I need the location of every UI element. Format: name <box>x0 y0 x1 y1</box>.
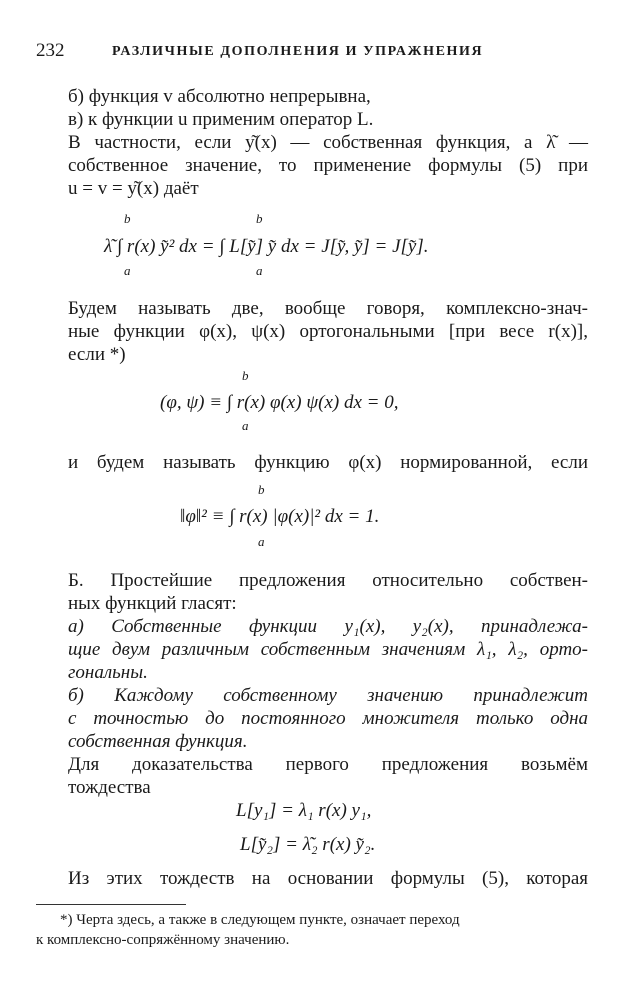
text-line: Б. Простейшие предложения относительно собствен- <box>68 570 588 591</box>
text-line: гональны. <box>68 662 148 683</box>
integral-lower-limit: a <box>124 263 131 278</box>
text-line: Из этих тождеств на основании формулы (5), которая <box>68 868 588 889</box>
text-line: щие двум различным собственным значениям λ₁, λ₂, орто- <box>68 639 588 660</box>
text-line: В частности, если y͂(x) — собственная функция, а λ͂ — <box>68 132 588 153</box>
formula-2: (φ, ψ) ≡ ∫ r(x) φ(x) ψ(x) dx = 0, <box>160 392 399 413</box>
integral-lower-limit: a <box>258 534 265 549</box>
text-line: а) Собственные функции y₁(x), y₂(x), принадлежа- <box>68 616 588 637</box>
text-line: собственное значение, то применение формулы (5) при <box>68 155 588 176</box>
integral-lower-limit: a <box>256 263 263 278</box>
integral-lower-limit: a <box>242 418 249 433</box>
formula-5: L[y͂₂] = λ͂₂ r(x) y͂₂. <box>240 834 376 855</box>
footnote-line: к комплексно-сопряжённому значению. <box>36 932 290 948</box>
text-line: ных функций гласят: <box>68 593 237 614</box>
text-line: в) к функции u применим оператор L. <box>68 109 374 130</box>
integral-upper-limit: b <box>242 368 249 383</box>
text-line: собственная функция. <box>68 731 248 752</box>
text-line: u = v = y͂(x) даёт <box>68 178 199 199</box>
text-line: б) функция v абсолютно непрерывна, <box>68 86 371 107</box>
formula-4: L[y₁] = λ₁ r(x) y₁, <box>236 800 372 821</box>
page-number: 232 <box>36 40 65 61</box>
text-line: и будем называть функцию φ(x) нормированной, если <box>68 452 588 473</box>
footnote-line: *) Черта здесь, а также в следующем пункте, означает переход <box>60 912 460 928</box>
integral-upper-limit: b <box>124 211 131 226</box>
text-line: если *) <box>68 344 126 365</box>
text-line: б) Каждому собственному значению принадлежит <box>68 685 588 706</box>
text-line: Будем называть две, вообще говоря, комплексно-знач- <box>68 298 588 319</box>
integral-upper-limit: b <box>256 211 263 226</box>
formula-3: ‖φ‖² ≡ ∫ r(x) |φ(x)|² dx = 1. <box>180 506 380 527</box>
formula-1: λ͂ ∫ r(x) y͂² dx = ∫ L[y͂] y͂ dx = J[y͂, y͂] = J[y͂]. <box>104 236 429 257</box>
text-line: с точностью до постоянного множителя только одна <box>68 708 588 729</box>
running-title: РАЗЛИЧНЫЕ ДОПОЛНЕНИЯ И УПРАЖНЕНИЯ <box>112 44 484 59</box>
footnote-divider <box>36 904 186 905</box>
text-line: тождества <box>68 777 151 798</box>
text-line: ные функции φ(x), ψ(x) ортогональными [при весе r(x)], <box>68 321 588 342</box>
integral-upper-limit: b <box>258 482 265 497</box>
text-line: Для доказательства первого предложения возьмём <box>68 754 588 775</box>
